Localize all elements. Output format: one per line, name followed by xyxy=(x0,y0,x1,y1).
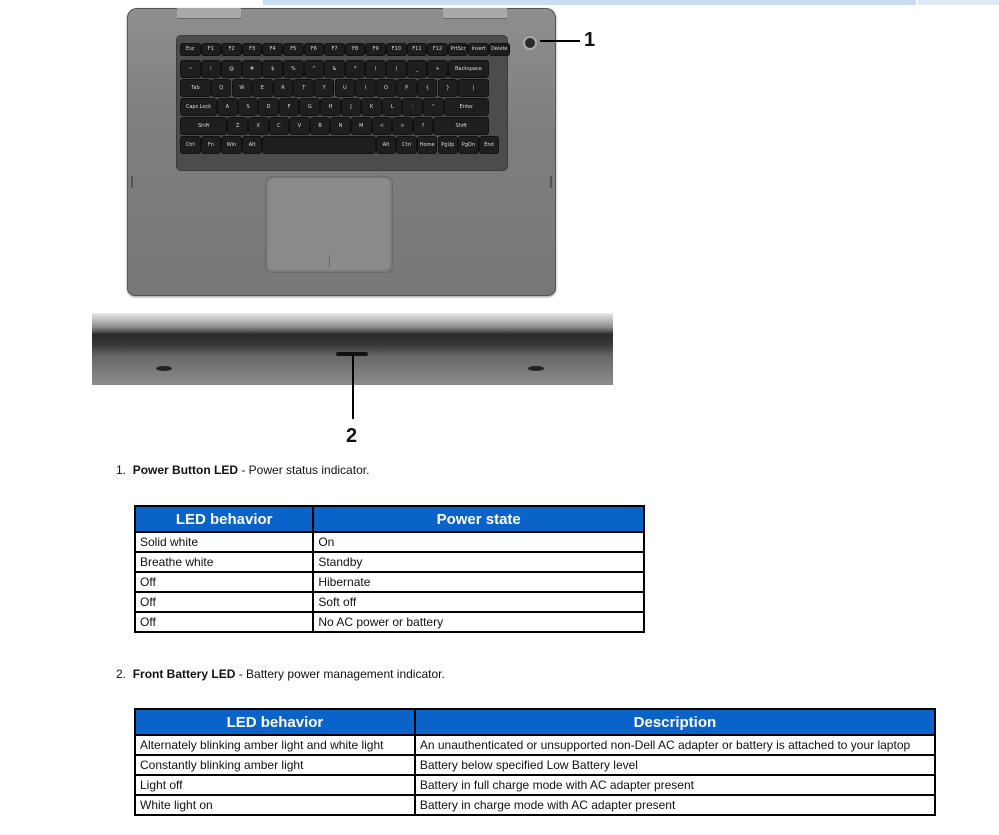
keyboard-key: I xyxy=(356,80,375,96)
keyboard-key: F12 xyxy=(428,44,447,55)
keyboard-key: F11 xyxy=(408,44,427,55)
keyboard-key: F2 xyxy=(222,44,241,55)
list-item-title: Power Button LED xyxy=(132,463,239,477)
list-item-front-battery-led xyxy=(116,667,445,681)
keyboard-key: S xyxy=(239,99,258,115)
keyboard-key: H xyxy=(321,99,340,115)
keyboard-key: + xyxy=(428,61,447,77)
keyboard-key: ! xyxy=(202,61,221,77)
column-header: Power state xyxy=(313,506,644,532)
table-cell: Battery in charge mode with AC adapter present xyxy=(415,795,935,815)
keyboard-key: W xyxy=(233,80,252,96)
keyboard-key: # xyxy=(243,61,262,77)
table-row xyxy=(135,532,644,552)
table-row xyxy=(135,572,644,592)
table-cell: Battery below specified Low Battery level xyxy=(415,755,935,775)
keyboard-key: A xyxy=(218,99,237,115)
table-cell: Breathe white xyxy=(135,552,313,572)
keyboard-key: PrtScr xyxy=(449,44,468,55)
table-row xyxy=(135,775,935,795)
table-header-row xyxy=(135,506,644,532)
keyboard-key: F6 xyxy=(305,44,324,55)
table-cell: Light off xyxy=(135,775,415,795)
keyboard-key: Backspace xyxy=(449,61,488,77)
table-cell: Off xyxy=(135,592,313,612)
keyboard-key: ? xyxy=(414,118,433,134)
keyboard-key: O xyxy=(377,80,396,96)
column-header: LED behavior xyxy=(135,709,415,735)
keyboard-key: Ctrl xyxy=(181,137,200,153)
keyboard-key: Win xyxy=(222,137,241,153)
battery-led-table xyxy=(134,708,936,816)
keyboard-key: F9 xyxy=(366,44,385,55)
keyboard-key: Caps Lock xyxy=(181,99,216,115)
touchpad xyxy=(266,177,392,272)
keyboard-key: | xyxy=(459,80,488,96)
keyboard-key: F7 xyxy=(325,44,344,55)
keyboard-key: ~ xyxy=(181,61,200,77)
side-notch-left xyxy=(131,176,133,188)
keyboard-key: Alt xyxy=(243,137,262,153)
keyboard-key: R xyxy=(274,80,293,96)
table-header-row xyxy=(135,709,935,735)
keyboard-key: F4 xyxy=(263,44,282,55)
table-cell: Constantly blinking amber light xyxy=(135,755,415,775)
list-item-description: - Power status indicator. xyxy=(238,463,370,477)
table-cell: Soft off xyxy=(313,592,644,612)
keyboard-key: $ xyxy=(263,61,282,77)
keyboard-key: X xyxy=(249,118,268,134)
keyboard-key: Alt xyxy=(377,137,396,153)
keyboard-key: B xyxy=(311,118,330,134)
keyboard-key: Insert xyxy=(469,44,488,55)
table-row xyxy=(135,795,935,815)
keyboard-key: F1 xyxy=(202,44,221,55)
keyboard-key: K xyxy=(362,99,381,115)
table-cell: Off xyxy=(135,572,313,592)
keyboard-key: ^ xyxy=(305,61,324,77)
keyboard-key: U xyxy=(336,80,355,96)
keyboard-key: L xyxy=(383,99,402,115)
keyboard-key: T xyxy=(294,80,313,96)
browser-top-strip xyxy=(263,0,916,5)
keyboard-key: V xyxy=(290,118,309,134)
keyboard-key: Shift xyxy=(181,118,226,134)
keyboard-key: Z xyxy=(228,118,247,134)
keyboard-key: < xyxy=(373,118,392,134)
table-cell: Hibernate xyxy=(313,572,644,592)
table-cell: An unauthenticated or unsupported non-Dell AC adapter or battery is attached to your laptop xyxy=(415,735,935,755)
table-cell: No AC power or battery xyxy=(313,612,644,632)
keyboard-key: Fn xyxy=(202,137,221,153)
keyboard-key: M xyxy=(352,118,371,134)
table-cell: On xyxy=(313,532,644,552)
table-cell: Alternately blinking amber light and white light xyxy=(135,735,415,755)
keyboard-key: & xyxy=(325,61,344,77)
keyboard-key xyxy=(263,137,374,153)
keyboard-key: N xyxy=(331,118,350,134)
keyboard-key: } xyxy=(439,80,458,96)
table-row xyxy=(135,735,935,755)
keyboard-key: F8 xyxy=(346,44,365,55)
power-led-table xyxy=(134,505,645,633)
keyboard-key: Delete xyxy=(490,44,509,55)
keyboard-key: * xyxy=(346,61,365,77)
keyboard-key: Home xyxy=(418,137,437,153)
callout-2-number: 2 xyxy=(346,425,358,447)
keyboard-key: ) xyxy=(387,61,406,77)
list-number: 2. xyxy=(116,667,127,681)
foot-right xyxy=(528,366,544,371)
table-cell: Standby xyxy=(313,552,644,572)
list-item-description: - Battery power management indicator. xyxy=(235,667,445,681)
keyboard-key: F5 xyxy=(284,44,303,55)
keyboard-key: Ctrl xyxy=(397,137,416,153)
side-notch-right xyxy=(550,176,552,188)
table-row xyxy=(135,552,644,572)
list-item-title: Front Battery LED xyxy=(132,667,236,681)
keyboard-key: Tab xyxy=(181,80,210,96)
keyboard-key: G xyxy=(300,99,319,115)
list-number: 1. xyxy=(116,463,127,477)
keyboard-key: : xyxy=(403,99,422,115)
keyboard-key: @ xyxy=(222,61,241,77)
keyboard-key: Q xyxy=(212,80,231,96)
keyboard-key: C xyxy=(270,118,289,134)
keyboard-key: F3 xyxy=(243,44,262,55)
touchpad-divider xyxy=(329,255,330,267)
laptop-top-view-image xyxy=(127,8,556,296)
table-cell: Off xyxy=(135,612,313,632)
callout-2-line xyxy=(352,355,354,419)
keyboard-key: Enter xyxy=(445,99,488,115)
browser-top-strip-right xyxy=(918,0,999,5)
keyboard-key: F10 xyxy=(387,44,406,55)
keyboard-key: P xyxy=(397,80,416,96)
keyboard-key: F xyxy=(280,99,299,115)
table-row xyxy=(135,755,935,775)
table-cell: Solid white xyxy=(135,532,313,552)
table-cell: White light on xyxy=(135,795,415,815)
table-cell: Battery in full charge mode with AC adapter present xyxy=(415,775,935,795)
keyboard-key: J xyxy=(342,99,361,115)
hinge-left xyxy=(177,8,241,19)
keyboard-key: Shift xyxy=(434,118,488,134)
keyboard-key: > xyxy=(393,118,412,134)
column-header: Description xyxy=(415,709,935,735)
keyboard-key: PgUp xyxy=(439,137,458,153)
table-row xyxy=(135,592,644,612)
keyboard-key: % xyxy=(284,61,303,77)
hinge-right xyxy=(443,8,507,19)
power-button xyxy=(523,36,537,50)
column-header: LED behavior xyxy=(135,506,313,532)
table-row xyxy=(135,612,644,632)
keyboard-key: _ xyxy=(408,61,427,77)
keyboard-key: E xyxy=(253,80,272,96)
keyboard-key: ( xyxy=(366,61,385,77)
callout-1-line xyxy=(540,40,580,42)
keyboard-key: D xyxy=(259,99,278,115)
keyboard-key: { xyxy=(418,80,437,96)
keyboard-key: End xyxy=(480,137,499,153)
callout-1-number: 1 xyxy=(584,29,596,51)
foot-left xyxy=(156,366,172,371)
keyboard-key: PgDn xyxy=(459,137,478,153)
list-item-power-button-led xyxy=(116,463,369,477)
keyboard-key: Esc xyxy=(181,44,200,55)
keyboard-key: " xyxy=(424,99,443,115)
keyboard-key: Y xyxy=(315,80,334,96)
keyboard xyxy=(177,36,507,170)
